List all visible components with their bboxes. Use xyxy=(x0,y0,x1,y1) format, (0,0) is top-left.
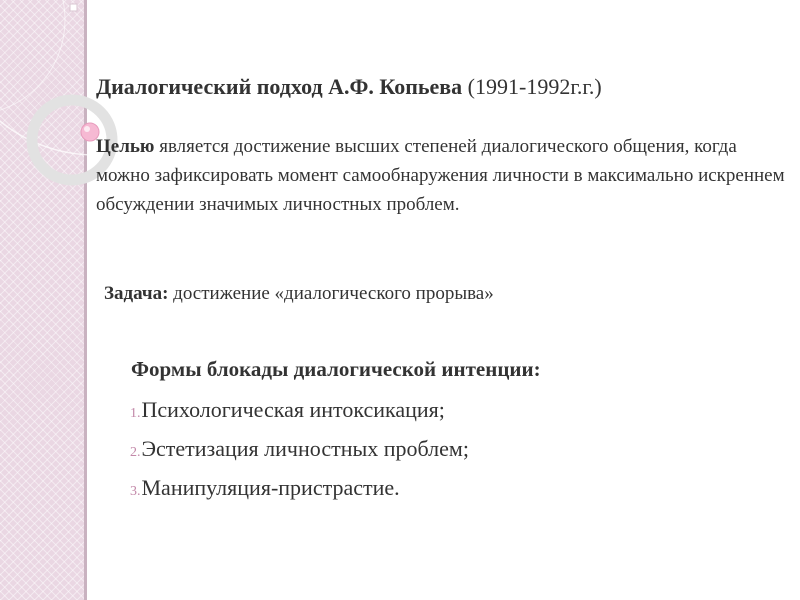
task-label: Задача: xyxy=(104,283,169,304)
task-text: достижение «диалогического прорыва» xyxy=(168,283,494,304)
slide-title-main: Диалогический подход А.Ф. Копьева xyxy=(96,74,463,99)
list-item-text: Психологическая интоксикация; xyxy=(141,397,445,422)
list-item xyxy=(130,470,469,509)
forms-list xyxy=(130,392,469,509)
list-item-text: Эстетизация личностных проблем; xyxy=(141,436,469,461)
list-number: 1. xyxy=(130,406,141,421)
slide-title-years: (1991-1992г.г.) xyxy=(462,74,602,99)
decor-small-square xyxy=(70,4,77,11)
list-item xyxy=(130,431,469,470)
goal-label: Целью xyxy=(96,136,155,157)
list-item-text: Манипуляция-пристрастие. xyxy=(141,475,400,500)
forms-heading: Формы блокады диалогической интенции: xyxy=(131,357,541,381)
goal-paragraph xyxy=(96,132,786,219)
task-line xyxy=(104,280,784,308)
list-number: 2. xyxy=(130,445,141,460)
list-item xyxy=(130,392,469,431)
list-number: 3. xyxy=(130,484,141,499)
goal-text: является достижение высших степеней диалогического общения, когда можно зафиксировать момент самообнаружения личности в максимально искреннем обсуждении значимых личностных проблем. xyxy=(96,136,785,215)
slide-title xyxy=(96,72,786,102)
decor-dot-highlight xyxy=(84,126,90,132)
